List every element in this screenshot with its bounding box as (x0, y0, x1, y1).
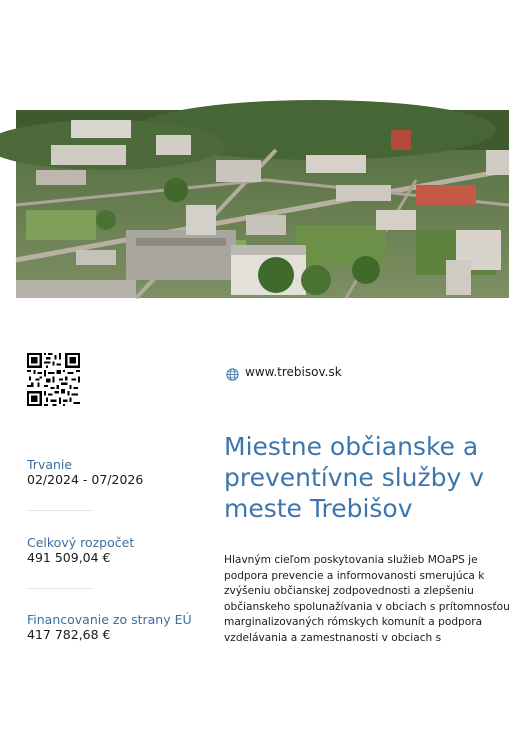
budget-label: Celkový rozpočet (27, 535, 135, 550)
duration-value: 02/2024 - 07/2026 (27, 472, 144, 487)
website-url[interactable]: www.trebisov.sk (245, 365, 342, 379)
website-link[interactable] (226, 364, 342, 380)
project-title: Miestne občianske a preventívne služby v meste Trebišov (224, 432, 485, 523)
duration-info (27, 457, 143, 487)
divider (27, 588, 93, 589)
eu-funding-info (27, 612, 217, 642)
eu-funding-label: Financovanie zo strany EÚ (27, 612, 192, 627)
eu-funding-value: 417 782,68 € (27, 627, 111, 642)
budget-info (27, 535, 134, 565)
header-aerial-photo (16, 110, 509, 298)
budget-value: 491 509,04 € (27, 550, 111, 565)
project-description-container (224, 553, 514, 644)
globe-icon (226, 366, 239, 379)
project-description: Hlavným cieľom poskytovania služieb MOaPS je podpora prevencie a informovanosti smerujúca k zvýšeniu občianskej zodpovednosti a zlepšeniu občianskeho spolunažívania v obciach s prítomnosťou marginalizovaných rómskych komunít a podpora vzdelávania a zamestnanosti v obciach s (224, 554, 510, 644)
qr-code-icon[interactable] (27, 353, 80, 406)
divider (27, 510, 93, 511)
duration-label: Trvanie (27, 457, 73, 472)
